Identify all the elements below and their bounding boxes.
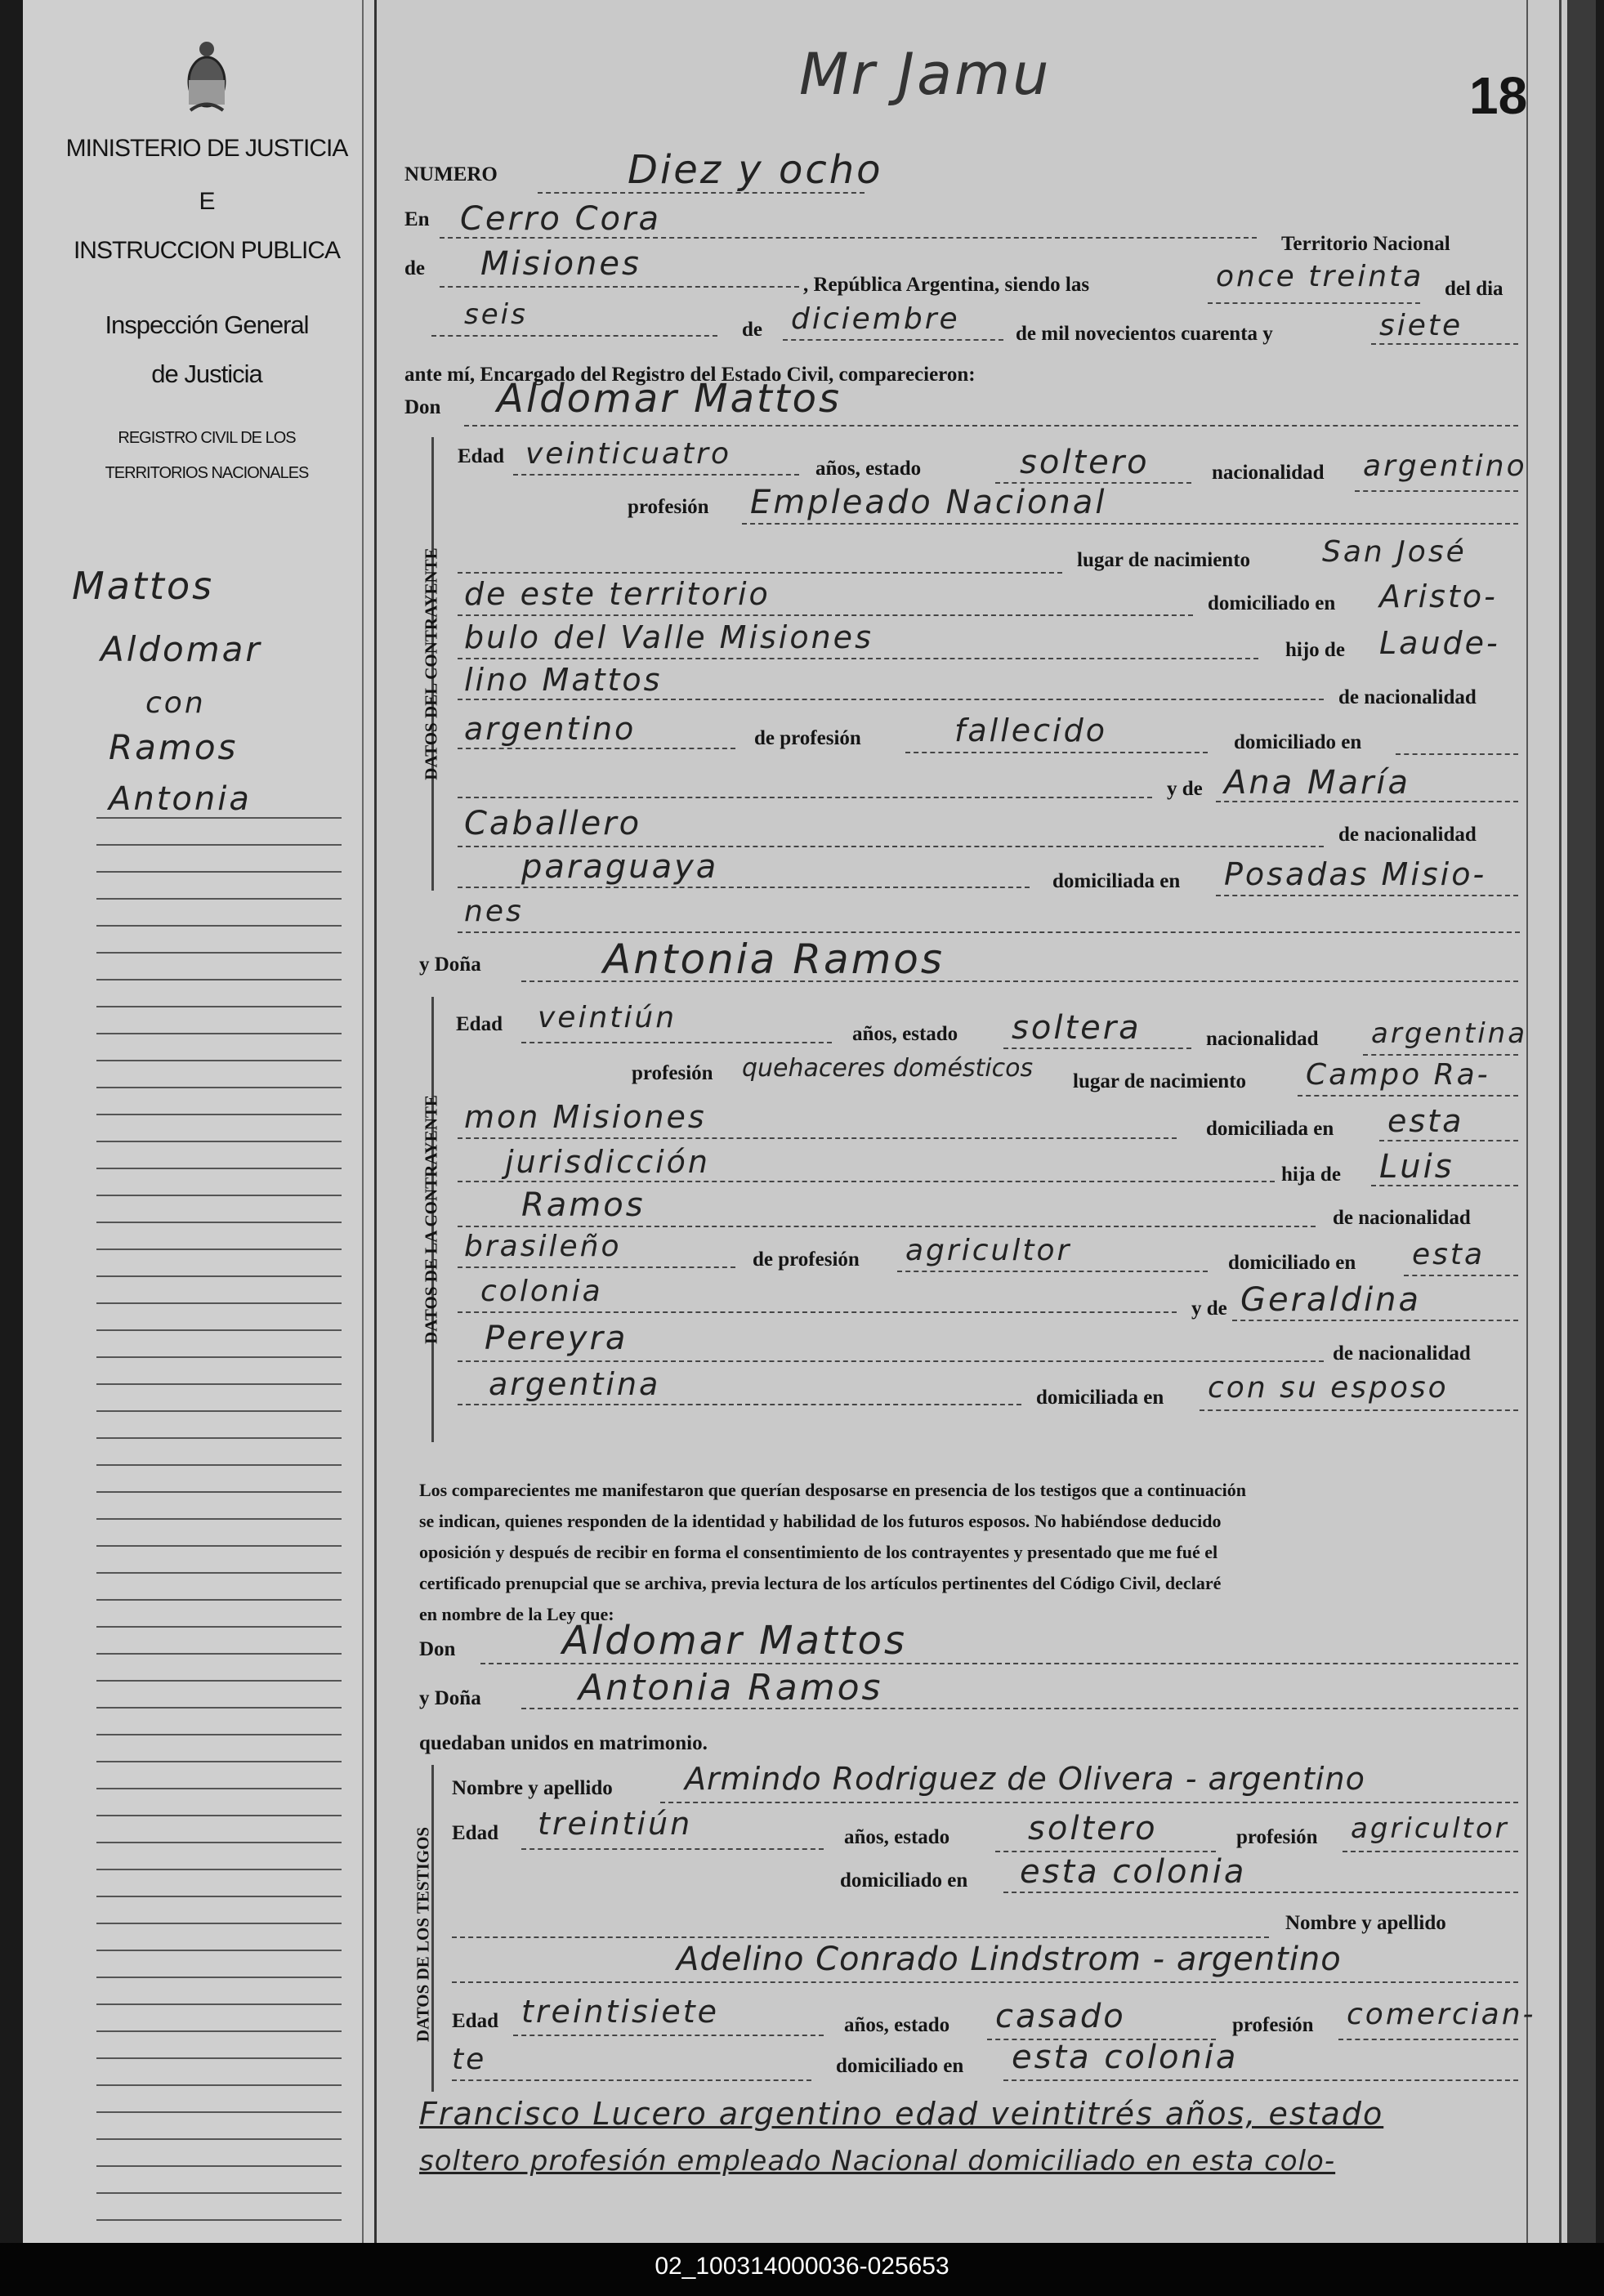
margin-note-line4: Ramos: [109, 727, 239, 767]
margin-rule-line: [96, 2219, 342, 2221]
t1-nombre-value: Armindo Rodriguez de Olivera - argentino: [685, 1761, 1365, 1797]
t2-edad-label: Edad: [452, 2010, 498, 2032]
t1-domiciliado-label: domiciliado en: [840, 1869, 968, 1892]
territorio-label: Territorio Nacional: [1281, 233, 1450, 255]
madre-nac-value: paraguaya: [521, 848, 719, 886]
t1-domicilio-value: esta colonia: [1020, 1853, 1247, 1891]
profesion2-value: quehaceres domésticos: [742, 1054, 1034, 1083]
margin-rule-line: [96, 1491, 342, 1493]
margin-rule-line: [96, 1383, 342, 1385]
padre-nac-value: argentino: [464, 711, 637, 747]
t1-estado-value: soltero: [1028, 1810, 1158, 1847]
dona-value: Antonia Ramos: [603, 936, 945, 983]
numero-label: NUMERO: [404, 163, 498, 185]
coat-of-arms-icon: [182, 33, 231, 118]
edad-value: veinticuatro: [525, 437, 731, 471]
t1-profesion-value: agricultor: [1351, 1812, 1509, 1845]
lugar2-label: lugar de nacimiento: [1073, 1070, 1247, 1092]
margin-rule-line: [96, 1249, 342, 1250]
padre-value2: lino Mattos: [464, 662, 663, 698]
don-value: Aldomar Mattos: [497, 376, 842, 422]
declaracion-dona-value: Antonia Ramos: [579, 1667, 883, 1709]
margin-rule-line: [96, 2138, 342, 2140]
margin-rule-line: [96, 1141, 342, 1142]
margin-rule-line: [96, 1599, 342, 1601]
domiciliado-label: domiciliado en: [1208, 592, 1336, 614]
estado2-value: soltera: [1012, 1009, 1142, 1047]
declaracion-don-value: Aldomar Mattos: [562, 1618, 908, 1664]
t2-anios-label: años, estado: [844, 2014, 950, 2036]
registry-page: [23, 0, 1596, 2243]
margin-rule-line: [96, 1006, 342, 1007]
madre2-nac-value: argentina: [489, 1366, 661, 1402]
margin-rule-line: [96, 1761, 342, 1762]
margin-rule-line: [96, 1033, 342, 1034]
domiciliado-en2-label: domiciliado en: [1228, 1252, 1356, 1274]
declaracion-line4: certificado prenupcial que se archiva, previa lectura de los artículos pertinentes del Código Civil, declaré: [419, 1573, 1222, 1593]
estado-value: soltero: [1020, 444, 1150, 481]
de-nac-label: de nacionalidad: [1338, 686, 1477, 708]
margin-rule-line: [96, 2165, 342, 2167]
mil-label: de mil novecientos cuarenta y: [1016, 323, 1273, 345]
domicilio-value1: Aristo-: [1379, 578, 1498, 614]
margin-rule-line: [96, 925, 342, 927]
margin-rule-line: [96, 1437, 342, 1439]
madre-value2: Caballero: [464, 805, 642, 842]
margin-rule-line: [96, 1302, 342, 1304]
hora-value: once treinta: [1216, 260, 1424, 293]
margin-rule-line: [96, 1707, 342, 1709]
edad2-value: veintiún: [538, 1001, 677, 1034]
margin-rule-line: [96, 1923, 342, 1924]
declaracion-line1: Los comparecientes me manifestaron que querían desposarse en presencia de los testigos que a continuación: [419, 1480, 1246, 1500]
left-margin-panel: [23, 0, 374, 2243]
t2-nombre-label: Nombre y apellido: [1285, 1912, 1446, 1934]
domiciliado-en-label: domiciliado en: [1234, 731, 1362, 753]
madre2-dom-value: con su esposo: [1208, 1371, 1449, 1405]
registry-line2: TERRITORIOS NACIONALES: [105, 464, 309, 482]
margin-rule-line: [96, 1734, 342, 1735]
ministry-line2: E: [199, 188, 215, 215]
t2-estado-value: casado: [995, 1998, 1126, 2035]
page-number: 18: [1469, 66, 1528, 125]
de-prof2-label: de profesión: [753, 1249, 860, 1271]
margin-rule-line: [96, 1842, 342, 1843]
extra-witness-line2: soltero profesión empleado Nacional domiciliado en esta colo-: [419, 2145, 1336, 2178]
margin-rule-line: [96, 1168, 342, 1169]
profesion2-label: profesión: [632, 1062, 713, 1084]
t2-profesion-label: profesión: [1232, 2014, 1314, 2036]
margin-note-line1: Mattos: [72, 564, 215, 608]
t2-edad-value: treintisiete: [521, 1994, 720, 2030]
margin-rule-line: [96, 1195, 342, 1196]
madre-dom-value1: Posadas Misio-: [1224, 856, 1487, 892]
padre2-dom-value1: esta: [1412, 1238, 1486, 1271]
lugar-value2: de este territorio: [464, 576, 771, 612]
de-nac4-label: de nacionalidad: [1333, 1342, 1471, 1365]
padre2-value1: Luis: [1379, 1148, 1454, 1186]
t1-nombre-label: Nombre y apellido: [452, 1777, 613, 1799]
margin-rule-line: [96, 1896, 342, 1897]
republica-label: , República Argentina, siendo las: [803, 274, 1090, 296]
de2-label: de: [742, 319, 762, 341]
margin-rule-line: [96, 1087, 342, 1088]
del-dia-label: del dia: [1445, 278, 1503, 300]
madre2-value1: Geraldina: [1240, 1281, 1422, 1319]
margin-rule-line: [96, 2192, 342, 2194]
don-label: Don: [404, 396, 441, 418]
file-id: 02_100314000036-025653: [655, 2253, 949, 2280]
inspection-line2: de Justicia: [151, 360, 262, 388]
hija-label: hija de: [1281, 1164, 1341, 1186]
margin-rule-line: [96, 2057, 342, 2059]
de-prof-label: de profesión: [754, 727, 861, 749]
nacionalidad-label: nacionalidad: [1212, 462, 1325, 484]
domiciliada-label: domiciliada en: [1052, 870, 1181, 892]
de-nac3-label: de nacionalidad: [1333, 1207, 1471, 1229]
en-label: En: [404, 208, 430, 230]
lugar-label: lugar de nacimiento: [1077, 549, 1251, 571]
margin-rule-line: [96, 817, 342, 819]
margin-rule-line: [96, 1518, 342, 1520]
edad2-label: Edad: [456, 1013, 503, 1035]
domiciliada3-label: domiciliada en: [1036, 1387, 1164, 1409]
padre2-nac-value: brasileño: [464, 1230, 622, 1263]
margin-rule-line: [96, 844, 342, 846]
numero-value: Diez y ocho: [628, 147, 883, 193]
y-de-label: y de: [1167, 778, 1203, 800]
de-nac2-label: de nacionalidad: [1338, 824, 1477, 846]
margin-rule-line: [96, 1572, 342, 1574]
unidos-label: quedaban unidos en matrimonio.: [419, 1732, 708, 1754]
t2-domicilio-value: esta colonia: [1012, 2039, 1239, 2076]
t1-edad-label: Edad: [452, 1822, 498, 1844]
margin-rule-line: [96, 898, 342, 900]
margin-rule-line: [96, 871, 342, 873]
margin-note-line3: con: [145, 686, 206, 720]
ministry-line3: INSTRUCCION PUBLICA: [73, 237, 341, 264]
nacionalidad2-label: nacionalidad: [1206, 1028, 1319, 1050]
anios2-label: años, estado: [852, 1023, 958, 1045]
t1-profesion-label: profesión: [1236, 1826, 1318, 1848]
declaracion-paragraph: [419, 1475, 1502, 1630]
margin-rule-line: [96, 1114, 342, 1115]
margin-rule-line: [96, 1869, 342, 1870]
edad-label: Edad: [458, 445, 504, 467]
margin-rule-line: [96, 1464, 342, 1466]
dia-value: seis: [464, 298, 528, 331]
padre2-value2: Ramos: [521, 1186, 646, 1224]
lugar-value1: San José: [1322, 535, 1467, 569]
margin-rule-line: [96, 1788, 342, 1789]
de-label: de: [404, 257, 425, 279]
testigos-side-label: DATOS DE LOS TESTIGOS: [413, 1826, 433, 2043]
extra-witness-line1: Francisco Lucero argentino edad veintitrés años, estado: [419, 2096, 1384, 2132]
contrayente-side-label: DATOS DEL CONTRAYENTE: [421, 547, 441, 780]
margin-rule-line: [96, 979, 342, 980]
margin-rule-line: [96, 1653, 342, 1655]
t2-domiciliado-label: domiciliado en: [836, 2055, 964, 2077]
nacionalidad-value: argentino: [1363, 449, 1527, 483]
domicilio2-value2: jurisdicción: [505, 1144, 710, 1180]
domicilio-value2: bulo del Valle Misiones: [464, 619, 873, 655]
margin-rule-line: [96, 1950, 342, 1951]
t2-nombre-value: Adelino Conrado Lindstrom - argentino: [677, 1941, 1342, 1978]
declaracion-don-label: Don: [419, 1638, 456, 1660]
inspection-line1: Inspección General: [105, 310, 309, 339]
margin-rule-line: [96, 2111, 342, 2113]
ante-label: ante mí, Encargado del Registro del Estado Civil, comparecieron:: [404, 364, 976, 386]
padre-value1: Laude-: [1379, 625, 1500, 661]
padre2-dom-value2: colonia: [480, 1275, 603, 1308]
margin-rule-line: [96, 1275, 342, 1277]
profesion-value: Empleado Nacional: [750, 484, 1107, 521]
declaracion-line2: se indican, quienes responden de la identidad y habilidad de los futuros esposos. No habiéndose deducido: [419, 1511, 1222, 1531]
margin-note-line2: Aldomar: [101, 629, 262, 669]
nacionalidad2-value: argentina: [1371, 1017, 1528, 1050]
padre-prof-value: fallecido: [954, 712, 1107, 748]
y-dona-label: y Doña: [419, 954, 481, 976]
declaracion-dona-label: y Doña: [419, 1687, 481, 1709]
margin-rule-line: [96, 2003, 342, 2005]
registry-line1: REGISTRO CIVIL DE LOS: [118, 429, 296, 447]
domiciliada2-label: domiciliada en: [1206, 1118, 1334, 1140]
t2-profesion-value2: te: [452, 2043, 487, 2076]
declaracion-line5: en nombre de la Ley que:: [419, 1604, 614, 1624]
de-value: Misiones: [480, 245, 641, 283]
margin-rule-line: [96, 1060, 342, 1061]
anios-label: años, estado: [815, 458, 922, 480]
ministry-line1: MINISTERIO DE JUSTICIA: [65, 135, 348, 162]
lugar2-value1: Campo Ra-: [1306, 1058, 1490, 1092]
margin-rule-line: [96, 1545, 342, 1547]
y-de2-label: y de: [1191, 1298, 1227, 1320]
margin-rule-line: [96, 1410, 342, 1412]
margin-rule-line: [96, 1626, 342, 1628]
t1-anios-label: años, estado: [844, 1826, 950, 1848]
profesion-label: profesión: [628, 496, 709, 518]
margin-rule-line: [96, 1329, 342, 1331]
margin-rule-line: [96, 1977, 342, 1978]
madre-value1: Ana María: [1224, 764, 1411, 802]
contrayente-mujer-side-label: DATOS DE LA CONTRAYENTE: [421, 1095, 441, 1344]
margin-rule-line: [96, 1680, 342, 1682]
en-value: Cerro Cora: [460, 200, 661, 238]
padre2-prof-value: agricultor: [905, 1234, 1072, 1267]
t1-edad-value: treintiún: [538, 1806, 693, 1842]
signature: Mr Jamu: [799, 41, 1052, 108]
margin-rule-line: [96, 1356, 342, 1358]
lugar2-value2: mon Misiones: [464, 1099, 707, 1135]
madre2-value2: Pereyra: [485, 1320, 628, 1357]
domicilio2-value1: esta: [1387, 1103, 1464, 1139]
declaracion-line3: oposición y después de recibir en forma el consentimiento de los contrayentes y presentado que me fué el: [419, 1542, 1218, 1562]
anio-value: siete: [1379, 309, 1463, 342]
margin-note-line5: Antonia: [109, 780, 252, 818]
margin-rule-line: [96, 2030, 342, 2032]
mes-value: diciembre: [791, 302, 960, 336]
margin-rule-line: [96, 1815, 342, 1816]
madre-dom-value2: nes: [464, 895, 524, 928]
hijo-label: hijo de: [1285, 639, 1345, 661]
margin-rule-line: [96, 1222, 342, 1223]
t2-profesion-value1: comercian-: [1347, 1998, 1536, 2031]
margin-rule-line: [96, 2084, 342, 2086]
margin-rule-line: [96, 952, 342, 954]
